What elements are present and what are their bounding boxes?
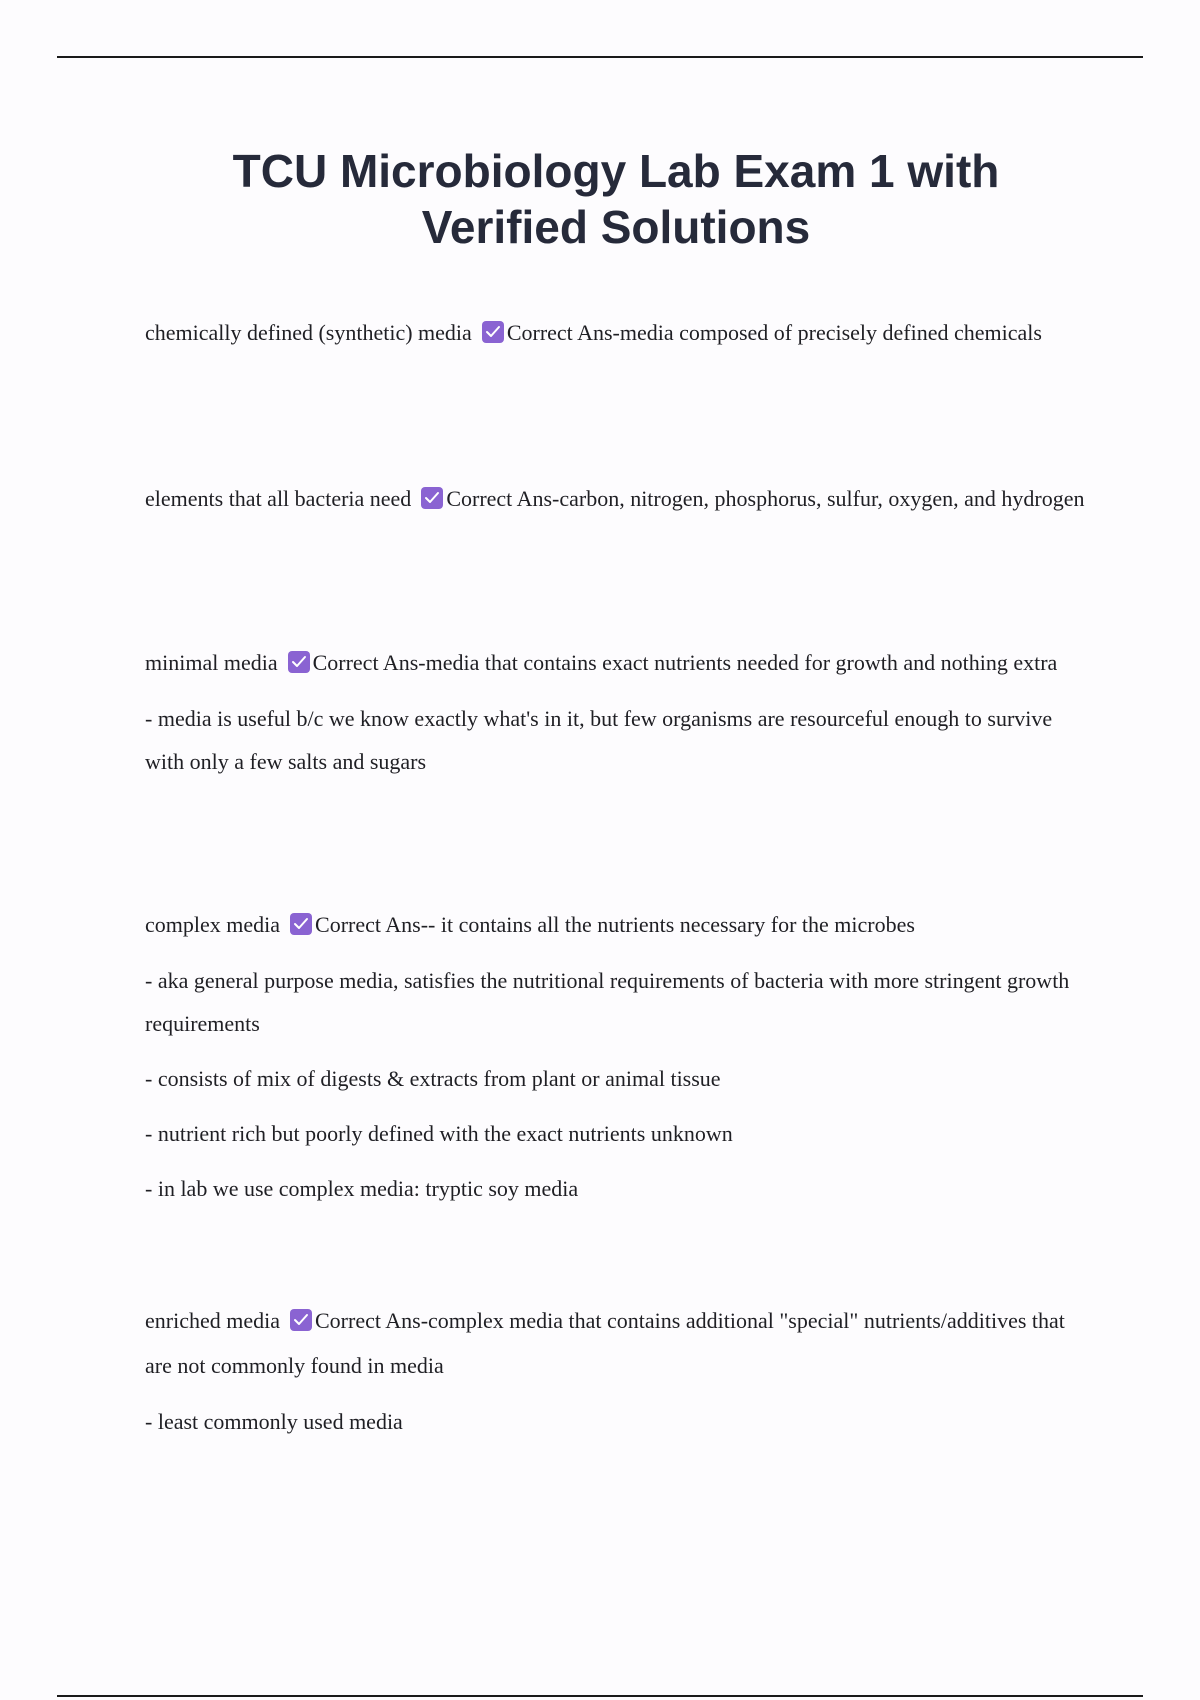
note-line: - aka general purpose media, satisfies the nutritional requirements of bacteria with more stringent growth requirements	[145, 968, 1070, 1036]
term-text: elements that all bacteria need	[145, 486, 412, 511]
qa-entry	[145, 310, 1090, 355]
checkbox-checked-icon	[290, 913, 312, 935]
qa-entry	[145, 1298, 1090, 1443]
note-line: - consists of mix of digests & extracts from plant or animal tissue	[145, 1066, 721, 1091]
checkbox-checked-icon	[482, 321, 504, 343]
qa-line	[145, 310, 1090, 355]
note-line: - media is useful b/c we know exactly what's in it, but few organisms are resourceful enough to survive with only a few salts and sugars	[145, 706, 1053, 774]
checkbox-checked-icon	[421, 487, 443, 509]
qa-line	[145, 640, 1090, 685]
qa-entry	[145, 640, 1090, 783]
answer-text: Correct Ans-complex media that contains additional "special" nutrients/additives that are not commonly found in media	[145, 1308, 1065, 1378]
qa-line	[145, 476, 1090, 521]
bottom-rule	[57, 1695, 1143, 1697]
checkbox-checked-icon	[288, 651, 310, 673]
qa-entry	[145, 902, 1090, 1210]
qa-entry	[145, 476, 1090, 521]
note-line: - least commonly used media	[145, 1409, 403, 1434]
answer-text: Correct Ans-media that contains exact nutrients needed for growth and nothing extra	[312, 650, 1058, 675]
page-title: TCU Microbiology Lab Exam 1 with Verified Solutions	[232, 145, 1000, 253]
term-text: complex media	[145, 912, 281, 937]
term-text: minimal media	[145, 650, 278, 675]
answer-text: Correct Ans-carbon, nitrogen, phosphorus, sulfur, oxygen, and hydrogen	[446, 486, 1085, 511]
note-line: - in lab we use complex media: tryptic soy media	[145, 1176, 579, 1201]
checkbox-checked-icon	[290, 1309, 312, 1331]
answer-text: Correct Ans-- it contains all the nutrients necessary for the microbes	[315, 912, 915, 937]
answer-text: Correct Ans-media composed of precisely defined chemicals	[506, 320, 1042, 345]
term-text: enriched media	[145, 1308, 280, 1333]
top-rule	[57, 56, 1143, 58]
note-line: - nutrient rich but poorly defined with the exact nutrients unknown	[145, 1121, 733, 1146]
qa-line	[145, 902, 1090, 947]
qa-line	[145, 1298, 1090, 1388]
term-text: chemically defined (synthetic) media	[145, 320, 472, 345]
